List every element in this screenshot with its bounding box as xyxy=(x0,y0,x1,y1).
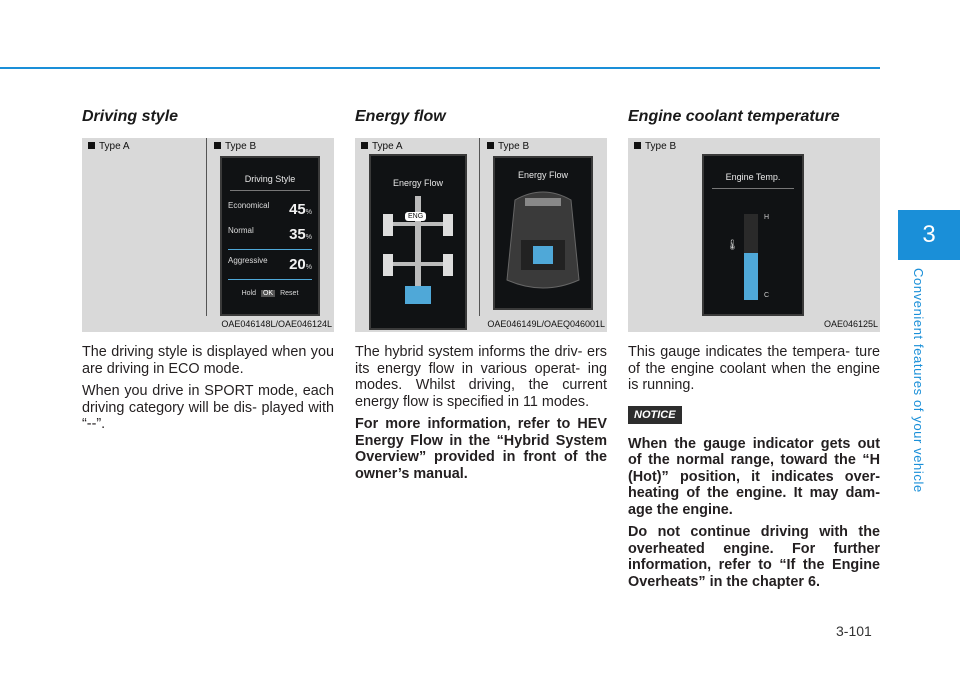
paragraph: When you drive in SPORT mode, each driving category will be dis- played with “--”. xyxy=(82,383,334,432)
section-heading: Energy flow xyxy=(355,108,446,125)
thermometer-icon: 🌡 xyxy=(726,240,739,251)
cold-label: C xyxy=(764,292,770,299)
type-a-label: Type A xyxy=(88,141,130,152)
figure-caption: OAE046149L/OAEQ046001L xyxy=(487,319,605,329)
screen-footer: Hold OK Reset xyxy=(241,290,299,297)
driving-row-economical: Economical 45% xyxy=(228,201,312,218)
figure-energy-flow xyxy=(355,138,607,332)
section-heading: Engine coolant temperature xyxy=(628,108,840,125)
square-bullet-icon xyxy=(214,142,221,149)
square-bullet-icon xyxy=(361,142,368,149)
paragraph: This gauge indicates the tempera- ture of the engine coolant when the engine is running. xyxy=(628,344,880,393)
figure-coolant-temp xyxy=(628,138,880,332)
header-rule xyxy=(0,67,880,69)
type-b-label: Type B xyxy=(634,141,676,152)
square-bullet-icon xyxy=(634,142,641,149)
paragraph: The driving style is displayed when you are driving in ECO mode. xyxy=(82,344,334,377)
paragraph: The hybrid system informs the driv- ers its energy flow in various operat- ing modes. Whilst driving, the current energy flow is specified in 11 modes. xyxy=(355,344,607,410)
bold-paragraph: For more information, refer to HEV Energy Flow in the “Hybrid System Overview” provided in front of the owner’s manual. xyxy=(355,416,607,482)
square-bullet-icon xyxy=(487,142,494,149)
hot-label: H xyxy=(764,214,770,221)
figure-divider xyxy=(479,138,480,316)
bold-paragraph: When the gauge indicator gets out of the normal range, toward the “H (Hot)” position, it indicates over- heating of the engine. It may dam- age the engine. xyxy=(628,435,880,518)
figure-caption: OAE046148L/OAE046124L xyxy=(221,319,332,329)
chapter-number: 3 xyxy=(922,221,936,248)
square-bullet-icon xyxy=(88,142,95,149)
drivetrain-diagram-icon xyxy=(371,188,465,318)
figure-divider xyxy=(206,138,207,316)
chapter-title: Convenient features of your vehicle xyxy=(911,268,926,493)
section-heading: Driving style xyxy=(82,108,179,125)
energy-flow-screen-b: Energy Flow xyxy=(493,156,593,310)
temp-gauge xyxy=(744,214,758,300)
car-topview-icon xyxy=(495,180,591,304)
section-engine-coolant xyxy=(628,108,880,596)
bold-paragraph: Do not continue driving with the overheated engine. For further information, refer to “If the Engine Overheats” in the chapter 6. xyxy=(628,524,880,590)
figure-caption: OAE046125L xyxy=(823,319,878,329)
screen-title: Driving Style xyxy=(244,174,296,184)
section-driving-style xyxy=(82,108,334,439)
type-b-label: Type B xyxy=(487,141,529,152)
type-b-label: Type B xyxy=(214,141,256,152)
energy-flow-screen-a: Energy Flow ENG xyxy=(369,154,467,330)
page-number: 3-101 xyxy=(836,623,872,639)
engine-temp-screen xyxy=(702,154,804,316)
notice-badge: NOTICE xyxy=(628,406,682,424)
screen-title: Engine Temp. xyxy=(725,172,781,182)
driving-row-aggressive: Aggressive 20% xyxy=(228,256,312,273)
temp-gauge-fill xyxy=(744,253,758,300)
chapter-tab xyxy=(898,210,960,260)
figure-driving-style xyxy=(82,138,334,332)
driving-row-normal: Normal 35% xyxy=(228,226,312,243)
section-energy-flow xyxy=(355,108,607,488)
engine-badge: ENG xyxy=(405,212,426,221)
driving-style-screen xyxy=(220,156,320,316)
type-a-label: Type A xyxy=(361,141,403,152)
